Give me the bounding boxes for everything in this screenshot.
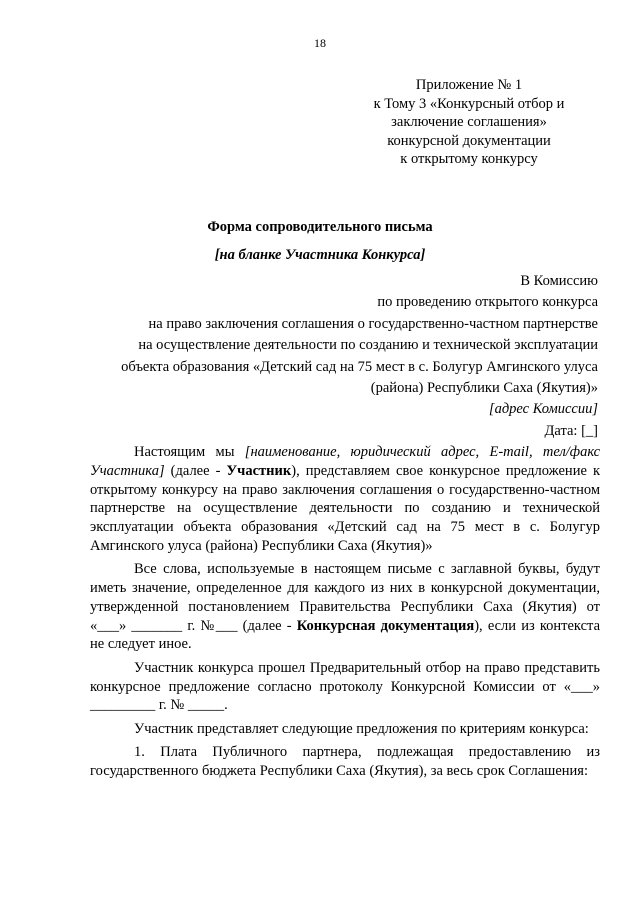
- paragraph-criteria: Участник представляет следующие предложения по критериям конкурса:: [134, 720, 589, 737]
- appendix-line: к Тому 3 «Конкурсный отбор и: [373, 95, 565, 112]
- form-title: Форма сопроводительного письма: [207, 219, 433, 235]
- appendix-line: к открытому конкурсу: [400, 151, 538, 168]
- appendix-header: [330, 76, 608, 169]
- paragraph-item-1: 1. Плата Публичного партнера, подлежащая предоставлению из государственного бюджета Республики Саха (Якутия), за весь срок Соглашения:: [90, 743, 600, 779]
- paragraph-intro: [90, 443, 600, 556]
- addressee-line: (района) Республики Саха (Якутия)»: [370, 380, 598, 397]
- addressee-block: [78, 271, 598, 442]
- paragraph-text: ), представляем свое конкурсное предложение к открытому конкурсу на право заключения соглашения о государственно-частном партнерстве на осуществление деятельности по созданию и технической эксплуатации объекта образования «Детский сад на 75 мест в с. Болугур Амгинского улуса (района) Республики Саха (Якутия)»: [90, 462, 601, 554]
- commission-address: [адрес Комиссии]: [488, 401, 598, 418]
- addressee-line: по проведению открытого конкурса: [377, 294, 598, 311]
- paragraph-text: Настоящим мы: [134, 444, 235, 460]
- letter-body: [90, 443, 600, 785]
- defined-term: Конкурсная документация: [296, 617, 475, 634]
- appendix-line: Приложение № 1: [415, 77, 523, 93]
- addressee-to: В Комиссию: [520, 273, 598, 289]
- addressee-line: объекта образования «Детский сад на 75 мест в с. Болугур Амгинского улуса: [121, 358, 598, 375]
- paragraph-preselection: Участник конкурса прошел Предварительный отбор на право представить конкурсное предложение согласно протоколу Конкурсной Комиссии от «___» _________ г. № _____.: [90, 659, 600, 714]
- appendix-line: заключение соглашения»: [391, 114, 547, 131]
- paragraph-text: ), если из контекста не следует иное.: [90, 617, 601, 653]
- addressee-line: на право заключения соглашения о государственно-частном партнерстве: [148, 315, 598, 332]
- addressee-line: на осуществление деятельности по созданию и технической эксплуатации: [138, 337, 598, 354]
- paragraph-definitions: [90, 560, 600, 654]
- defined-term: Участник: [226, 462, 292, 479]
- letter-date: Дата: [_]: [544, 422, 598, 439]
- participant-placeholder: [наименование, юридический адрес, E-mail, тел/факс Участника]: [90, 444, 601, 479]
- page-number: 18: [314, 36, 326, 50]
- appendix-line: конкурсной документации: [387, 132, 551, 149]
- form-subtitle: [на бланке Участника Конкурса]: [214, 247, 426, 263]
- paragraph-text: Все слова, используемые в настоящем письме с заглавной буквы, будут иметь значение, определенное для каждого из них в конкурсной документации, утвержденной постановлением Правительства Республики Саха (Якутия) от «___» _______ г. №___ (далее -: [90, 561, 600, 634]
- paragraph-text: (далее -: [170, 462, 221, 479]
